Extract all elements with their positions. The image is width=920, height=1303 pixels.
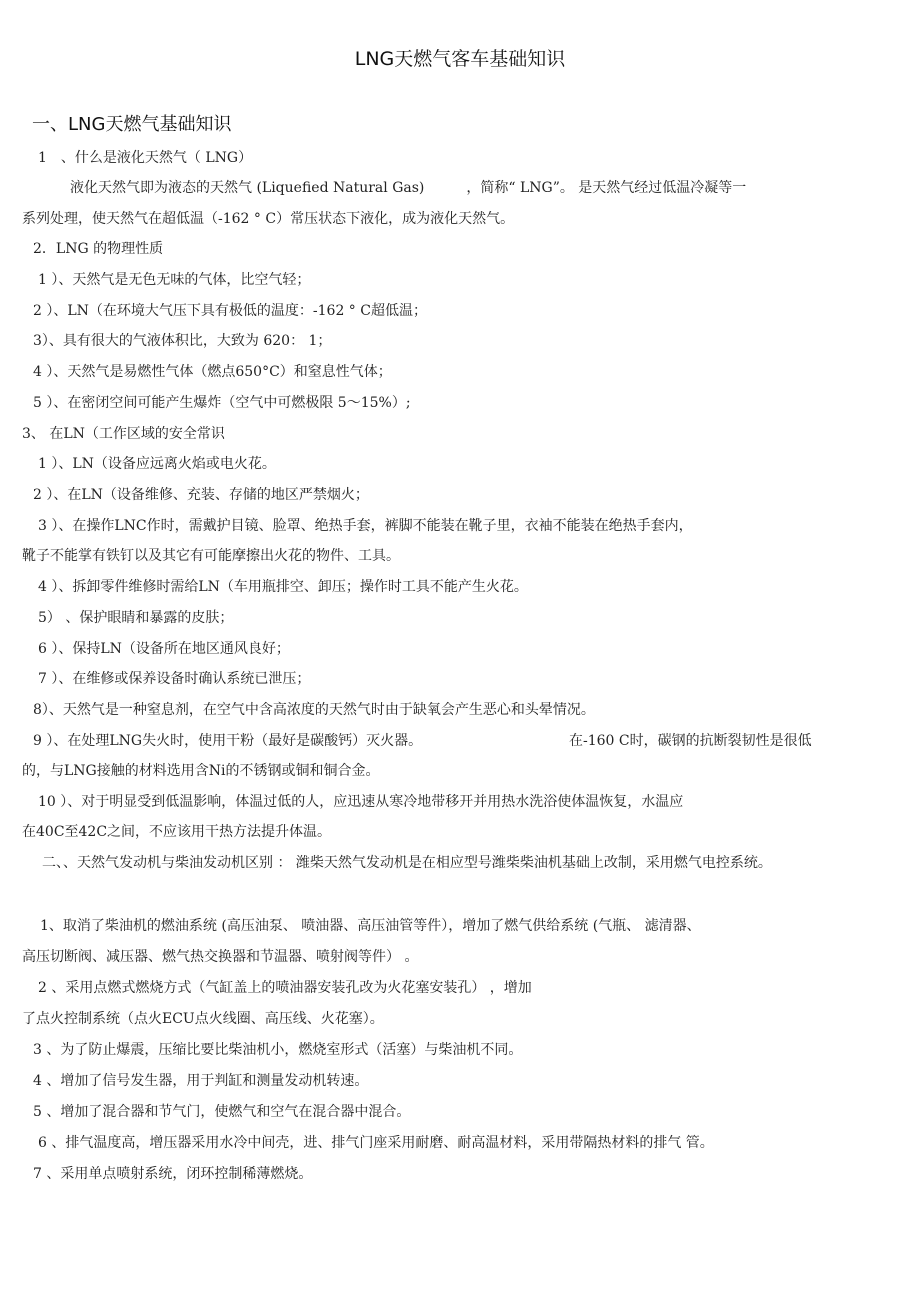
question-1: 1 、什么是液化天然气（ LNG） (38, 150, 253, 166)
safety-item: 9 ）、在处理LNG失火时，使用干粉（最好是碳酸钙）灭火器。 (33, 733, 423, 749)
difference-item-continued: 高压切断阀、减压器、燃气热交换器和节温器、喷射阀等件） 。 (22, 949, 419, 965)
safety-item-continued: 在40C至42C之间，不应该用干热方法提升体温。 (22, 824, 332, 840)
safety-item: 4 ）、拆卸零件维修时需给LN（车用瓶排空、卸压；操作时工具不能产生火花。 (38, 579, 528, 595)
difference-item: 5 、增加了混合器和节气门，使燃气和空气在混合器中混合。 (33, 1104, 411, 1120)
property-item: 2 ）、LN（在环境大气压下具有极低的温度：-162 ° C超低温； (33, 303, 427, 319)
safety-item: 10 ）、对于明显受到低温影响，体温过低的人，应迅速从寒冷地带移开并用热水洗浴使体温恢复，水温应 (38, 794, 684, 810)
difference-item: 2 、采用点燃式燃烧方式（气缸盖上的喷油器安装孔改为火花塞安装孔） ，增加 (38, 980, 532, 996)
property-item: 5 ）、在密闭空间可能产生爆炸（空气中可燃极限 5～15%）; (33, 395, 411, 411)
difference-item: 1、取消了柴油机的燃油系统 (高压油泵、 喷油器、高压油管等件），增加了燃气供给系统 (气瓶、 滤清器、 (40, 918, 701, 934)
difference-item-continued: 了点火控制系统（点火ECU点火线圈、高压线、火花塞）。 (22, 1011, 384, 1027)
lng-definition-line-2: 系列处理，使天然气在超低温（-162 ° C）常压状态下液化，成为液化天然气。 (22, 211, 515, 227)
difference-item: 3 、为了防止爆震，压缩比要比柴油机小，燃烧室形式（活塞）与柴油机不同。 (33, 1042, 523, 1058)
safety-item-continued: 靴子不能掌有铁钉以及其它有可能摩擦出火花的物件、工具。 (22, 548, 400, 564)
safety-item: 2 ）、在LN（设备维修、充装、存储的地区严禁烟火； (33, 487, 369, 503)
property-item: 4 ）、天然气是易燃性气体（燃点650°C）和窒息性气体； (33, 364, 392, 380)
safety-item: 8）、天然气是一种窒息剂，在空气中含高浓度的天然气时由于缺氧会产生恶心和头晕情况。 (33, 702, 595, 718)
property-item: 3）、具有很大的气液体积比，大致为 620： 1； (33, 333, 332, 349)
safety-item: 7 ）、在维修或保养设备时确认系统已泄压； (38, 671, 311, 687)
safety-item: 3 ）、在操作LNC作时，需戴护目镜、脸罩、绝热手套，裤脚不能装在靴子里，衣袖不能装在绝热手套内， (38, 518, 693, 534)
safety-item: 5） 、保护眼睛和暴露的皮肤； (38, 610, 234, 626)
question-3: 3、 在LN（工作区域的安全常识 (22, 426, 225, 442)
lng-definition-line-1: 液化天然气即为液态的天然气 (Liquefied Natural Gas) ，简称“ LNG”。 是天然气经过低温冷凝等一 (70, 180, 747, 196)
safety-item-fragment: 在-160 C时，碳钢的抗断裂韧性是很低 (569, 733, 812, 749)
difference-item: 7 、采用单点喷射系统，闭环控制稀薄燃烧。 (33, 1166, 313, 1182)
document-title: LNG天燃气客车基础知识 (354, 48, 566, 70)
safety-item: 6 ）、保持LN（设备所在地区通风良好； (38, 641, 290, 657)
property-item: 1 ）、天然气是无色无味的气体，比空气轻； (38, 272, 311, 288)
difference-item: 6 、排气温度高，增压器采用水冷中间壳，进、排气门座采用耐磨、耐高温材料，采用带隔热材料的排气 管。 (38, 1135, 714, 1151)
safety-item-continued: 的，与LNG接触的材料选用含Ni的不锈钢或铜和铜合金。 (22, 763, 380, 779)
section-1-heading: 一、LNG天燃气基础知识 (32, 114, 232, 135)
safety-item: 1 ）、LN（设备应远离火焰或电火花。 (38, 456, 276, 472)
question-2: 2．LNG 的物理性质 (33, 241, 164, 257)
section-2-heading: 二、、天然气发动机与柴油发动机区别 ： 潍柴天然气发动机是在相应型号潍柴柴油机基础上改制，采用燃气电控系统。 (42, 855, 772, 871)
difference-item: 4 、增加了信号发生器，用于判缸和测量发动机转速。 (33, 1073, 369, 1089)
